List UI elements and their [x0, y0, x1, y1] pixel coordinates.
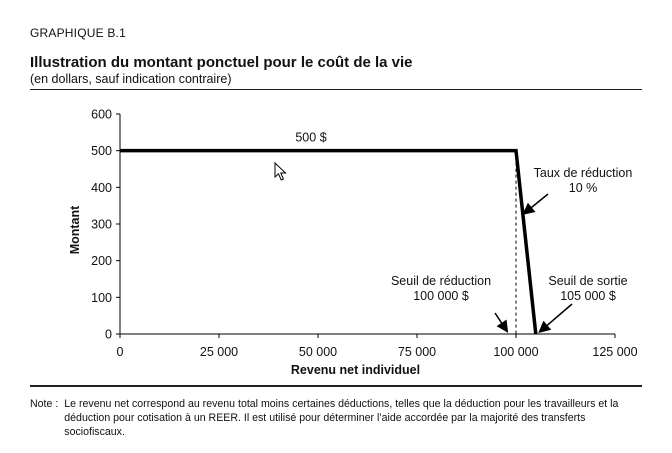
chart-title: Illustration du montant ponctuel pour le coût de la vie — [30, 54, 413, 71]
y-tick-label: 0 — [105, 327, 112, 342]
amount-series-line — [120, 151, 536, 334]
y-axis-title: Montant — [68, 205, 82, 255]
x-axis-title: Revenu net individuel — [290, 363, 421, 377]
x-tick-label: 50 000 — [298, 345, 338, 359]
reduction-rate-label-line: 10 % — [568, 181, 598, 195]
note-label: Note : — [30, 398, 59, 410]
footer-divider — [30, 385, 642, 387]
chart-subtitle: (en dollars, sauf indication contraire) — [30, 72, 232, 86]
reduction-threshold-arrow — [495, 313, 506, 330]
exit-threshold-label-line: Seuil de sortie — [548, 274, 628, 288]
reduction-threshold-label-line: Seuil de réduction — [390, 274, 492, 288]
plateau-value-label-line: 500 $ — [295, 130, 327, 145]
x-tick-label: 25 000 — [199, 345, 239, 359]
x-tick-label: 75 000 — [397, 345, 437, 359]
graph-number-label: GRAPHIQUE B.1 — [30, 26, 126, 40]
reduction-rate-label-line: Taux de réduction — [533, 166, 633, 180]
y-tick-label: 200 — [91, 254, 112, 269]
y-tick-label: 100 — [91, 290, 112, 305]
y-tick-label: 400 — [91, 180, 112, 195]
note-text: Le revenu net correspond au revenu total moins certaines déductions, telles que la déduction pour les travailleurs et la déduction pour cotisation à un REER. Il est utilisé pour déterminer l’aide accordée par la majorité des transferts sociofiscaux. — [64, 398, 619, 438]
y-tick-label: 500 — [91, 144, 112, 159]
x-tick-label: 0 — [116, 345, 124, 359]
x-tick-label: 100 000 — [493, 345, 539, 359]
y-tick-label: 300 — [91, 217, 112, 232]
exit-threshold-arrow — [541, 304, 572, 331]
reduction-threshold-label-line: 100 000 $ — [413, 289, 469, 303]
chart-note — [30, 397, 642, 439]
x-tick-label: 125 000 — [592, 345, 638, 359]
exit-threshold-label-line: 105 000 $ — [560, 289, 616, 303]
y-tick-label: 600 — [91, 107, 112, 122]
mouse-cursor-icon — [274, 162, 288, 182]
reduction-rate-arrow — [525, 194, 548, 213]
